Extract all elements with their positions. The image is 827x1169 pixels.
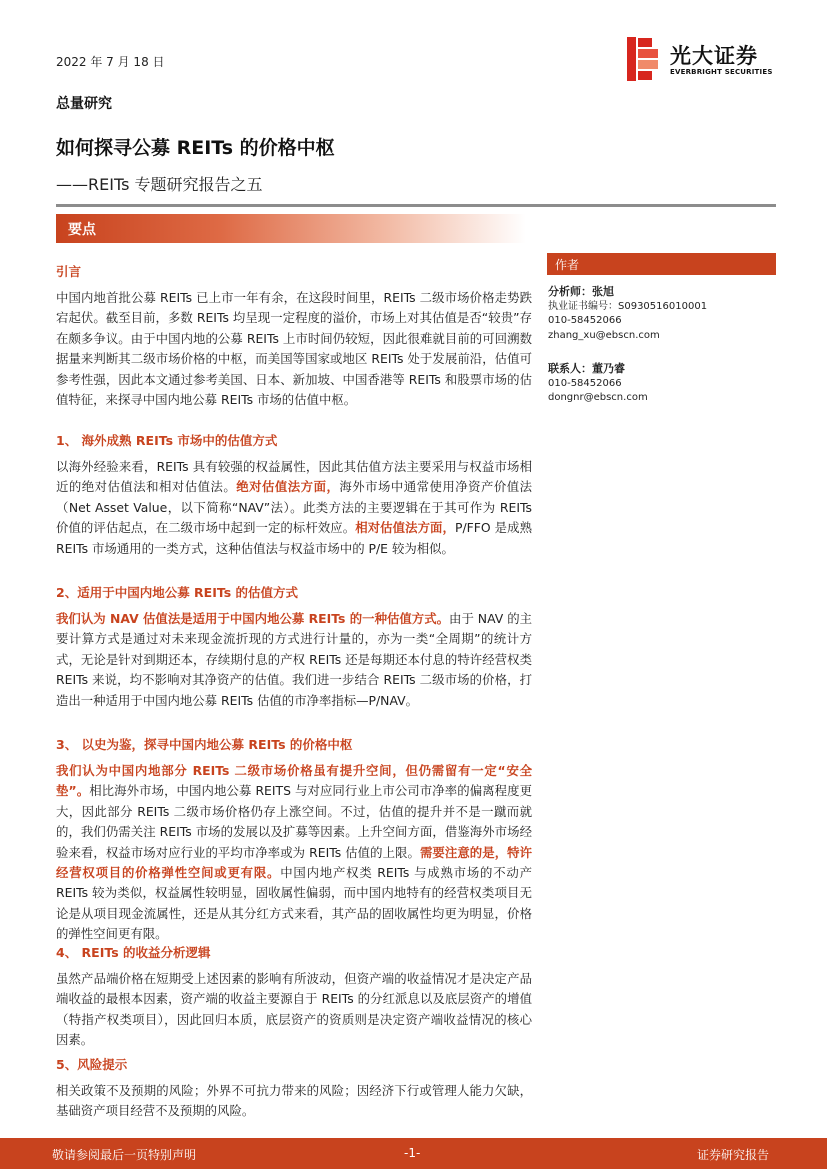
- s2-text: 由于 NAV 的主要计算方式是通过对未来现金流折现的方式进行计量的，亦为一类“全周期”的统计方式，无论是针对到期还本，存续期付息的产权 REITs 还是每期还本付息的特许经营权类 REITs 来说，均不影响对其净资产的估值。我们进一步结合 REITs 二级市场的价格，打造出一种适用于中国内地公募 REITs 估值的市净率指标—P/NAV。: [56, 611, 532, 708]
- keypoints-label: 要点: [68, 222, 96, 238]
- analyst-phone: 010-58452066: [548, 315, 622, 327]
- section-intro-text: [56, 288, 532, 410]
- analyst-cert: 执业证书编号：S0930516010001: [548, 300, 708, 312]
- section-3-title: 3、 以史为鉴，探寻中国内地公募 REITs 的价格中枢: [56, 737, 353, 752]
- author-label: 作者: [555, 258, 580, 272]
- section-1-title: 1、 海外成熟 REITs 市场中的估值方式: [56, 433, 278, 448]
- footer-report-type: 证券研究报告: [697, 1148, 770, 1162]
- s3-text-b: 中国内地产权类 REITs 与成熟市场的不动产 REITs 较为类似，权益属性较明显，固收属性偏弱，而中国内地特有的经营权类项目无论是从项目现金流属性，还是从其分红方式来看，其产品的固收属性均更为明显，价格的弹性空间更有限。: [56, 865, 532, 942]
- s5-paragraph: 相关政策不及预期的风险；外界不可抗力带来的风险；因经济下行或管理人能力欠缺，基础资产项目经营不及预期的风险。: [56, 1083, 532, 1119]
- section-intro-title: 引言: [56, 264, 82, 279]
- s1-highlight-a: 绝对估值法方面，: [236, 479, 340, 495]
- contact-block: [548, 362, 778, 406]
- s1-text-b: 海外市场中通常使用净资产价值法（Net Asset Value，以下简称“NAV”法）。此类方法的主要逻辑在于其可作为 REITs 价值的评估起点，在二级市场中起到一定的标杆效应。: [56, 479, 533, 536]
- s3-text-a: 相比海外市场，中国内地公募 REITS 与对应同行业上市公司市净率的偏离程度更大，因此部分 REITs 二级市场价格仍存上涨空间。不过，估值的提升并不是一蹴而就的，我们仍需关注 REITs 市场的发展以及扩募等因素。上升空间方面，借鉴海外市场经验来看，权益市场对应行业的平均市净率或为 REITs 估值的上限。: [56, 783, 532, 860]
- s3-highlight-a: 我们认为中国内地部分 REITs 二级市场价格虽有提升空间，但仍需留有一定“安全垫”。: [56, 763, 532, 799]
- analyst-block: [548, 285, 778, 343]
- everbright-logo-icon: [627, 37, 661, 81]
- s2-highlight: 我们认为 NAV 估值法是适用于中国内地公募 REITs 的一种估值方式。: [56, 611, 450, 626]
- footer-disclaimer: 敬请参阅最后一页特别声明: [52, 1148, 197, 1162]
- section-2-text: [56, 609, 532, 711]
- section-5-text: [56, 1081, 532, 1122]
- author-banner: [547, 253, 776, 275]
- s1-text-a: 以海外经验来看，REITs 具有较强的权益属性，因此其估值方法主要采用与权益市场相近的绝对估值法和相对估值法。: [56, 459, 532, 495]
- contact-name: 联系人：董乃睿: [548, 362, 625, 375]
- section-3-text: [56, 761, 532, 945]
- contact-email[interactable]: dongnr@ebscn.com: [548, 392, 648, 404]
- report-subtitle: ——REITs 专题研究报告之五: [56, 175, 263, 194]
- s1-highlight-b: 相对估值法方面，: [355, 520, 455, 536]
- s1-text-c: P/FFO 是成熟 REITs 市场通用的一类方式，这种估值法与权益市场中的 P/E 较为相似。: [56, 520, 532, 556]
- analyst-email[interactable]: zhang_xu@ebscn.com: [548, 329, 660, 341]
- intro-paragraph: 中国内地首批公募 REITs 已上市一年有余，在这段时间里，REITs 二级市场价格走势跌宕起伏。截至目前，多数 REITs 均呈现一定程度的溢价，市场上对其估值是否“较贵”存在颇多争议。由于中国内地的公募 REITs 上市时间仍较短，因此很难就目前的可回溯数据量来判断其二级市场价格的中枢，而美国等国家或地区 REITs 处于发展前沿，估值可参考性强，因此本文通过参考美国、日本、新加坡、中国香港等 REITs 和股票市场的估值特征，来探寻中国内地公募 REITs 市场的估值中枢。: [56, 290, 532, 408]
- analyst-name: 分析师：张旭: [548, 285, 614, 298]
- logo-text-en: EVERBRIGHT SECURITIES: [670, 68, 773, 76]
- section-4-text: [56, 969, 532, 1051]
- header-divider: [56, 204, 776, 207]
- s3-highlight-b: 需要注意的是，特许经营权项目的价格弹性空间或更有限。: [56, 844, 532, 881]
- s4-paragraph: 虽然产品端价格在短期受上述因素的影响有所波动，但资产端的收益情况才是决定产品端收益的最根本因素，资产端的收益主要源自于 REITs 的分红派息以及底层资产的增值（特指产权类项目），因此回归本质，底层资产的资质则是决定资产端收益情况的核心因素。: [56, 971, 532, 1048]
- contact-phone: 010-58452066: [548, 377, 622, 389]
- section-1-text: [56, 457, 532, 559]
- footer-page-number: -1-: [404, 1146, 421, 1160]
- report-date: 2022 年 7 月 18 日: [56, 55, 165, 69]
- logo-text-cn: 光大证券: [670, 44, 758, 68]
- report-category: 总量研究: [56, 96, 112, 112]
- keypoints-banner: [56, 214, 526, 243]
- report-title: 如何探寻公募 REITs 的价格中枢: [56, 137, 335, 159]
- section-5-title: 5、风险提示: [56, 1057, 128, 1072]
- section-2-title: 2、适用于中国内地公募 REITs 的估值方式: [56, 585, 299, 600]
- section-4-title: 4、 REITs 的收益分析逻辑: [56, 945, 211, 960]
